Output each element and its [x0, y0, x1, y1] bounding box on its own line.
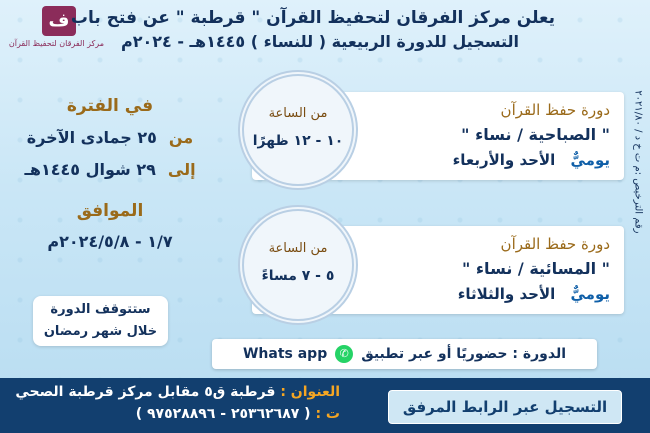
- period-from: [10, 122, 210, 154]
- attendance-bar: [212, 339, 597, 369]
- from-value: ٢٥ جمادى الآخرة: [26, 128, 157, 147]
- period-title: في الفترة: [66, 96, 154, 116]
- course-days: [400, 148, 610, 172]
- header-line-1: يعلن مركز الفرقان لتحفيظ القرآن " قرطبة " عن فتح باب: [70, 8, 555, 28]
- time-value: ٥ - ٧ مساءً: [261, 268, 335, 284]
- phone-line: [10, 403, 340, 425]
- days-label: يوميٌّ: [570, 285, 610, 303]
- register-link-button[interactable]: التسجيل عبر الرابط المرفق: [388, 390, 622, 424]
- announcement-header: [70, 6, 555, 54]
- course-title: دورة حفظ القرآن: [500, 235, 610, 253]
- notice-line-2: خلال شهر رمضان: [43, 324, 158, 339]
- phone-value: ( ٢٥٣٦٢٦٨٧ - ٩٧٥٢٨٨٩٦ ): [135, 406, 311, 422]
- course-group: " المسائية / نساء ": [461, 259, 610, 278]
- period-to: [10, 154, 210, 186]
- days-value: الأحد والأربعاء: [452, 151, 556, 169]
- notice-line-1: ستتوقف الدورة: [50, 302, 151, 317]
- days-label: يوميٌّ: [570, 151, 610, 169]
- from-label: من: [168, 128, 194, 147]
- time-label: من الساعة: [268, 106, 328, 121]
- time-badge-evening: [238, 205, 358, 325]
- address-label: العنوان :: [280, 384, 340, 400]
- course-group: " الصباحية / نساء ": [461, 125, 610, 144]
- contact-info: [10, 381, 340, 425]
- license-text: رقم الترخيص :م ت خ د / ٢٠٢١/٨٠: [632, 90, 644, 234]
- attendance-text: الدورة : حضوريًا أو عبر تطبيق: [361, 346, 567, 362]
- phone-label: ت :: [315, 406, 340, 422]
- gregorian-dates: ١/٧ - ٢٠٢٤/٥/٨م: [47, 232, 173, 251]
- address-line: [10, 381, 340, 403]
- course-card-text: [400, 232, 610, 306]
- days-value: الأحد والثلاثاء: [457, 285, 556, 303]
- time-value: ١٠ - ١٢ ظهرًا: [252, 133, 344, 149]
- license-number: [628, 90, 648, 240]
- to-label: إلى: [167, 160, 196, 179]
- logo-name: مركز الفرقان لتحفيظ القرآن: [8, 39, 104, 48]
- period-block: [10, 90, 210, 256]
- to-value: ٢٩ شوال ١٤٤٥هـ: [24, 160, 156, 179]
- logo-mark-icon: ف: [42, 6, 76, 36]
- time-label: من الساعة: [268, 241, 328, 256]
- header-line-2: التسجيل للدورة الربيعية ( للنساء ) ١٤٤٥هـ - ٢٠٢٤م: [120, 32, 520, 51]
- course-card-text: [400, 98, 610, 172]
- time-badge-morning: [238, 70, 358, 190]
- course-title: دورة حفظ القرآن: [500, 101, 610, 119]
- course-days: [400, 282, 610, 306]
- ramadan-notice: [33, 296, 168, 346]
- whatsapp-icon: ✆: [335, 345, 353, 363]
- equivalent-label: الموافق: [76, 201, 144, 221]
- whatsapp-label: Whats app: [242, 346, 328, 362]
- address-value: قرطبة ق٥ مقابل مركز قرطبة الصحي: [15, 384, 276, 400]
